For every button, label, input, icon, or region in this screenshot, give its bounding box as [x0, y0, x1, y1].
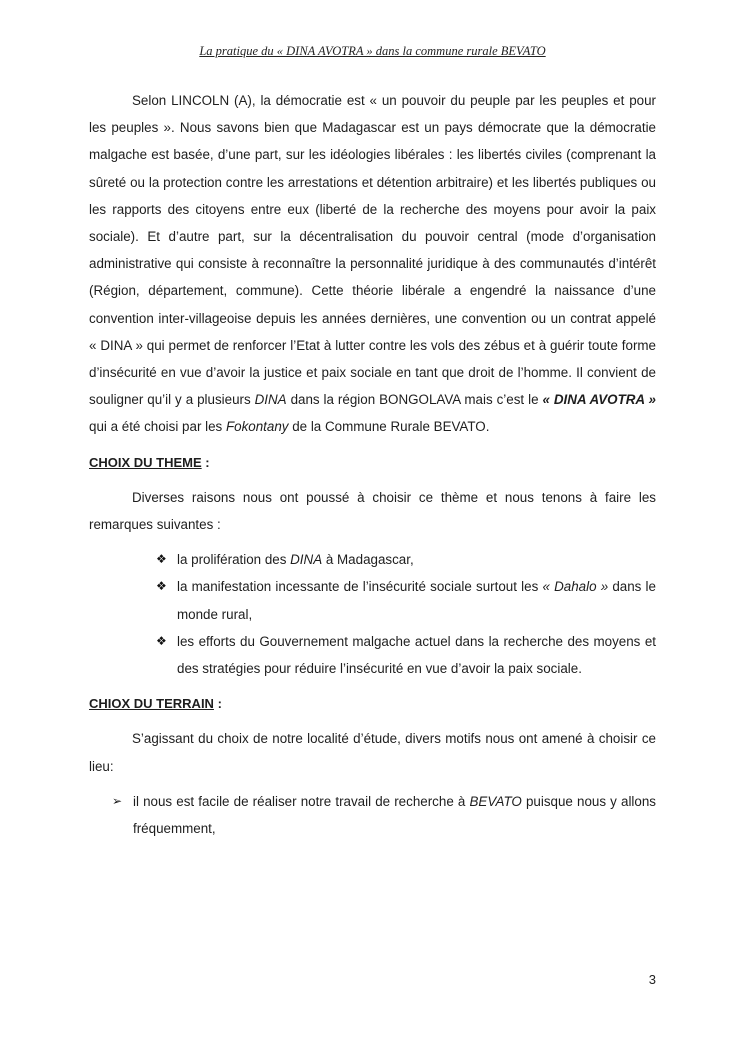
- list-item: ❖ la manifestation incessante de l’insécurité sociale surtout les « Dahalo » dans le monde rural,: [156, 573, 656, 627]
- intro-dina-avotra: « DINA AVOTRA »: [542, 392, 656, 408]
- theme-bullet-list: [89, 546, 656, 682]
- intro-text-3: qui a été choisi par les: [89, 419, 226, 435]
- list-item: ➢ il nous est facile de réaliser notre travail de recherche à BEVATO puisque nous y allons fréquemment,: [112, 788, 656, 842]
- intro-text-4: de la Commune Rurale BEVATO.: [288, 419, 490, 435]
- terrain-paragraph: S’agissant du choix de notre localité d’étude, divers motifs nous ont amené à choisir ce lieu:: [89, 731, 656, 774]
- page-number: 3: [648, 972, 656, 987]
- intro-dina: DINA: [254, 392, 287, 408]
- intro-text-2: dans la région BONGOLAVA mais c’est le: [286, 392, 543, 408]
- theme-heading-colon: :: [201, 454, 210, 470]
- list-item: ❖ la prolifération des DINA à Madagascar,: [156, 546, 656, 573]
- diamond-bullet-icon: ❖: [156, 552, 167, 567]
- intro-paragraph: [89, 87, 656, 441]
- theme-heading: [89, 449, 656, 476]
- terrain-bullet-list: [89, 788, 656, 842]
- arrow-bullet-icon: ➢: [112, 793, 123, 808]
- terrain-heading-colon: :: [213, 696, 222, 712]
- page-body: [89, 87, 656, 842]
- list-item: ❖ les efforts du Gouvernement malgache actuel dans la recherche des moyens et des stratégies pour réduire l’insécurité en vue d’avoir la paix sociale.: [156, 628, 656, 682]
- terrain-heading-text: CHIOX DU TERRAIN: [89, 696, 214, 712]
- intro-fokontany: Fokontany: [225, 419, 289, 435]
- theme-heading-text: CHOIX DU THEME: [89, 454, 202, 470]
- running-header: La pratique du « DINA AVOTRA » dans la commune rurale BEVATO: [199, 44, 546, 58]
- theme-paragraph: Diverses raisons nous ont poussé à choisir ce thème et nous tenons à faire les remarques suivantes :: [89, 489, 656, 533]
- diamond-bullet-icon: ❖: [156, 633, 167, 648]
- diamond-bullet-icon: ❖: [156, 579, 167, 594]
- terrain-heading: [89, 690, 656, 717]
- intro-text-1: Selon LINCOLN (A), la démocratie est « un pouvoir du peuple par les peuples et pour les peuples ». Nous savons bien que Madagascar est un pays démocrate que la démocratie malgache est basée, d’une part, sur les idéologies libérales : les libertés civiles (comprenant la sûreté ou la protection contre les arrestations et détention arbitraire) et les libertés publiques ou les rapports des citoyens entre eux (liberté de la recherche des moyens pour avoir la paix sociale). Et d’autre part, sur la décentralisation du pouvoir central (mode d’organisation administrative qui consiste à reconnaître la personnalité juridique à des communautés d’intérêt (Région, département, commune). Cette théorie libérale a engendré la naissance d’une convention inter-villageoise depuis les années dernières, une convention ou un contrat appelé « DINA » qui permet de renforcer l’Etat à lutter contre les vols des zébus et à guérir toute forme d’insécurité en vue d’avoir la justice et paix sociale en tant que droit de l’homme. Il convient de souligner qu’il y a plusieurs: [89, 93, 656, 408]
